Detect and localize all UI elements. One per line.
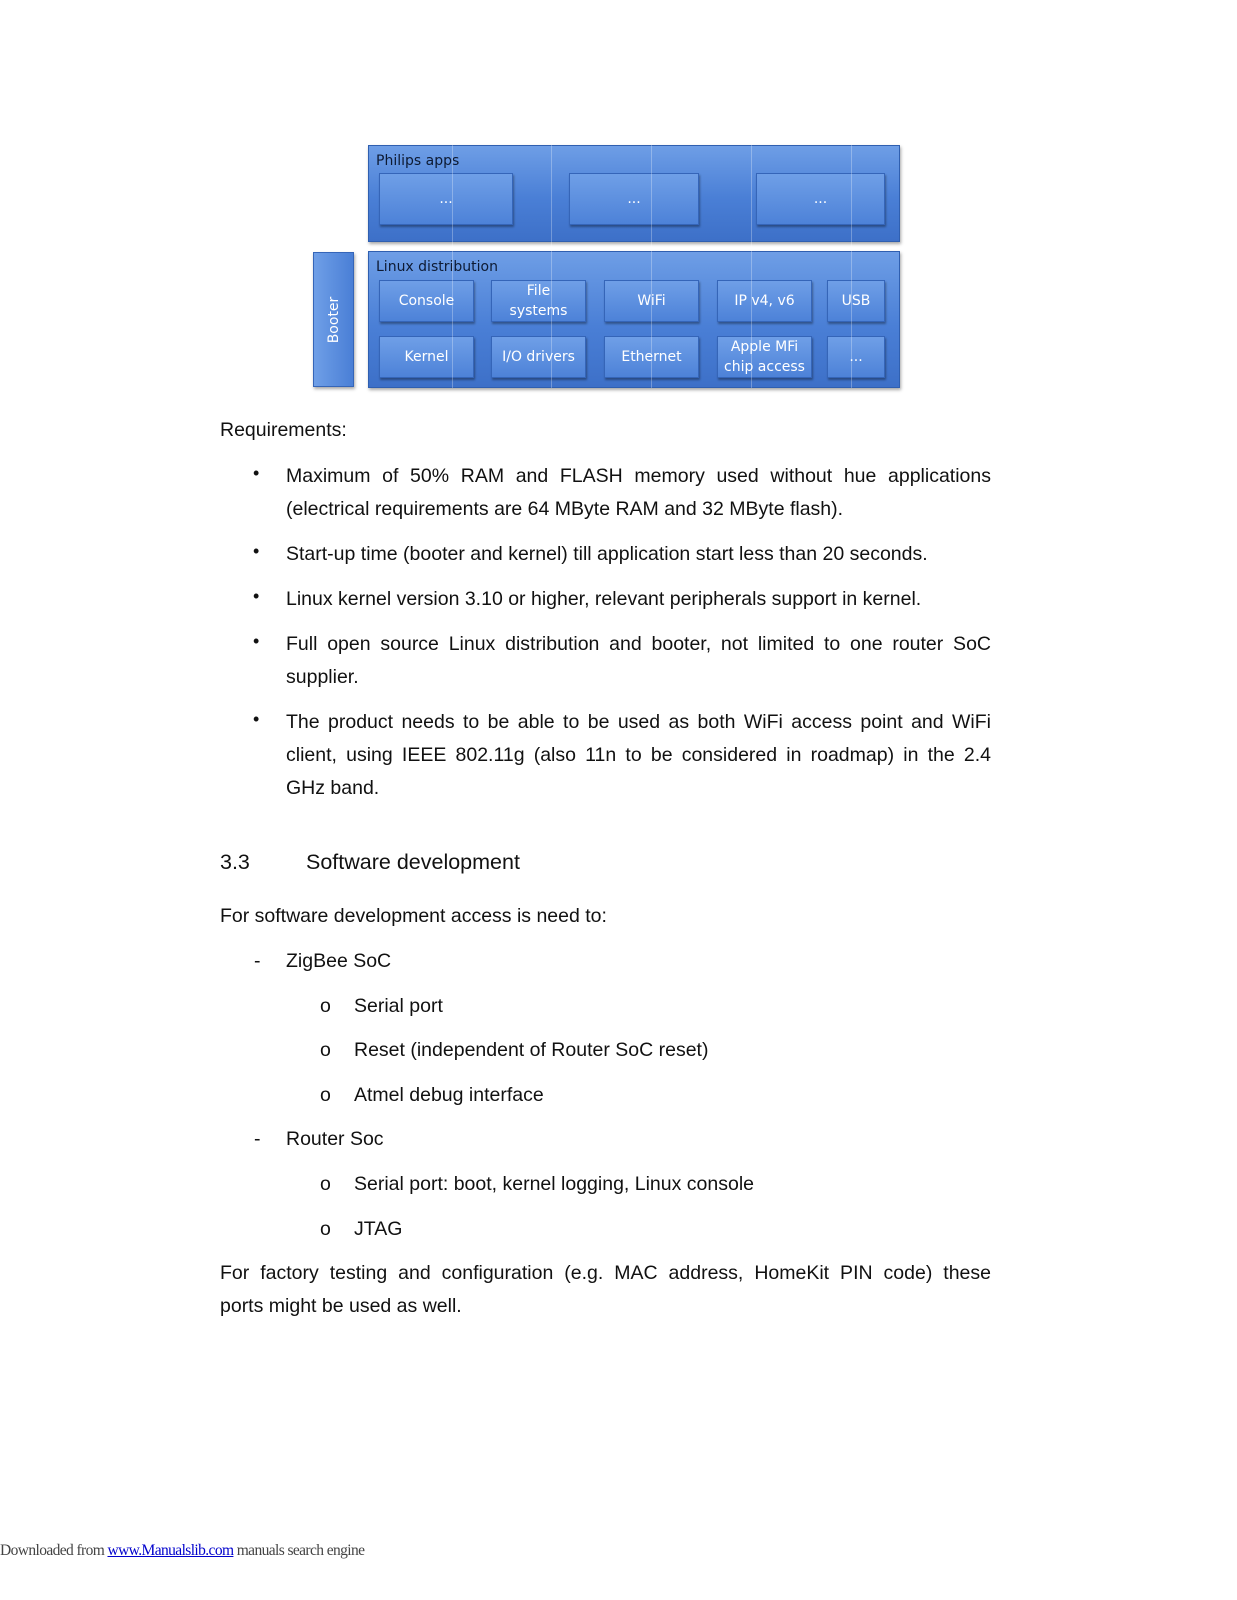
io-drivers-box: I/O drivers — [491, 336, 586, 378]
requirement-item: The product needs to be able to be used as both WiFi access point and WiFi client, using IEEE 802.11g (also 11n to be considered in roadmap) in the 2.4 GHz band. — [286, 711, 991, 799]
diagram-guide-line — [651, 145, 652, 388]
section-title: Software development — [306, 850, 520, 874]
ip-box: IP v4, v6 — [717, 280, 812, 322]
linux-distribution-title: Linux distribution — [376, 259, 498, 275]
bullet-marker: • — [253, 463, 260, 483]
app-box: ... — [756, 173, 885, 225]
sub-marker: o — [320, 1218, 331, 1240]
ethernet-box: Ethernet — [604, 336, 699, 378]
file-systems-box: File systems — [491, 280, 586, 322]
philips-apps-title: Philips apps — [376, 153, 460, 169]
requirements-heading: Requirements: — [220, 419, 347, 441]
wifi-box: WiFi — [604, 280, 699, 322]
bullet-marker: • — [253, 541, 260, 561]
footer-suffix: manuals search engine — [233, 1542, 365, 1559]
more-box: ... — [827, 336, 885, 378]
apple-mfi-box: Apple MFi chip access — [717, 336, 812, 378]
app-box: ... — [569, 173, 699, 225]
sub-marker: o — [320, 1039, 331, 1061]
dash-marker: - — [254, 1128, 261, 1150]
sub-marker: o — [320, 995, 331, 1017]
bullet-marker: • — [253, 709, 260, 729]
download-footer — [0, 1542, 364, 1560]
bullet-marker: • — [253, 631, 260, 651]
booter-label: Booter — [325, 296, 342, 343]
console-box: Console — [379, 280, 474, 322]
section-number: 3.3 — [220, 850, 250, 874]
usb-box: USB — [827, 280, 885, 322]
group-label: ZigBee SoC — [286, 950, 392, 972]
linux-distribution-panel — [368, 251, 900, 388]
diagram-guide-line — [751, 145, 752, 388]
diagram-guide-line — [851, 145, 852, 388]
requirement-item: Maximum of 50% RAM and FLASH memory used without hue applications (electrical requirements are 64 MByte RAM and 32 MByte flash). — [286, 465, 991, 520]
sub-marker: o — [320, 1084, 331, 1106]
sub-item: Serial port: boot, kernel logging, Linux console — [354, 1173, 754, 1195]
sub-item: Serial port — [354, 995, 443, 1017]
manualslib-link[interactable]: www.Manualslib.com — [107, 1542, 234, 1559]
sub-marker: o — [320, 1173, 331, 1195]
requirement-item: Start-up time (booter and kernel) till application start less than 20 seconds. — [286, 543, 928, 565]
diagram-guide-line — [452, 145, 453, 388]
bullet-marker: • — [253, 586, 260, 606]
section-intro: For software development access is need to: — [220, 905, 607, 927]
requirement-item: Linux kernel version 3.10 or higher, relevant peripherals support in kernel. — [286, 588, 922, 610]
sub-item: JTAG — [354, 1218, 403, 1240]
diagram-guide-line — [551, 145, 552, 388]
kernel-box: Kernel — [379, 336, 474, 378]
app-box: ... — [379, 173, 513, 225]
footer-prefix: Downloaded from — [0, 1542, 108, 1559]
philips-apps-panel — [368, 145, 900, 242]
sub-item: Reset (independent of Router SoC reset) — [354, 1039, 709, 1061]
closing-paragraph: For factory testing and configuration (e.g. MAC address, HomeKit PIN code) these ports might be used as well. — [220, 1262, 991, 1317]
group-label: Router Soc — [286, 1128, 384, 1150]
requirement-item: Full open source Linux distribution and booter, not limited to one router SoC supplier. — [286, 633, 991, 688]
dash-marker: - — [254, 950, 261, 972]
sub-item: Atmel debug interface — [354, 1084, 544, 1106]
booter-bar — [313, 252, 354, 387]
